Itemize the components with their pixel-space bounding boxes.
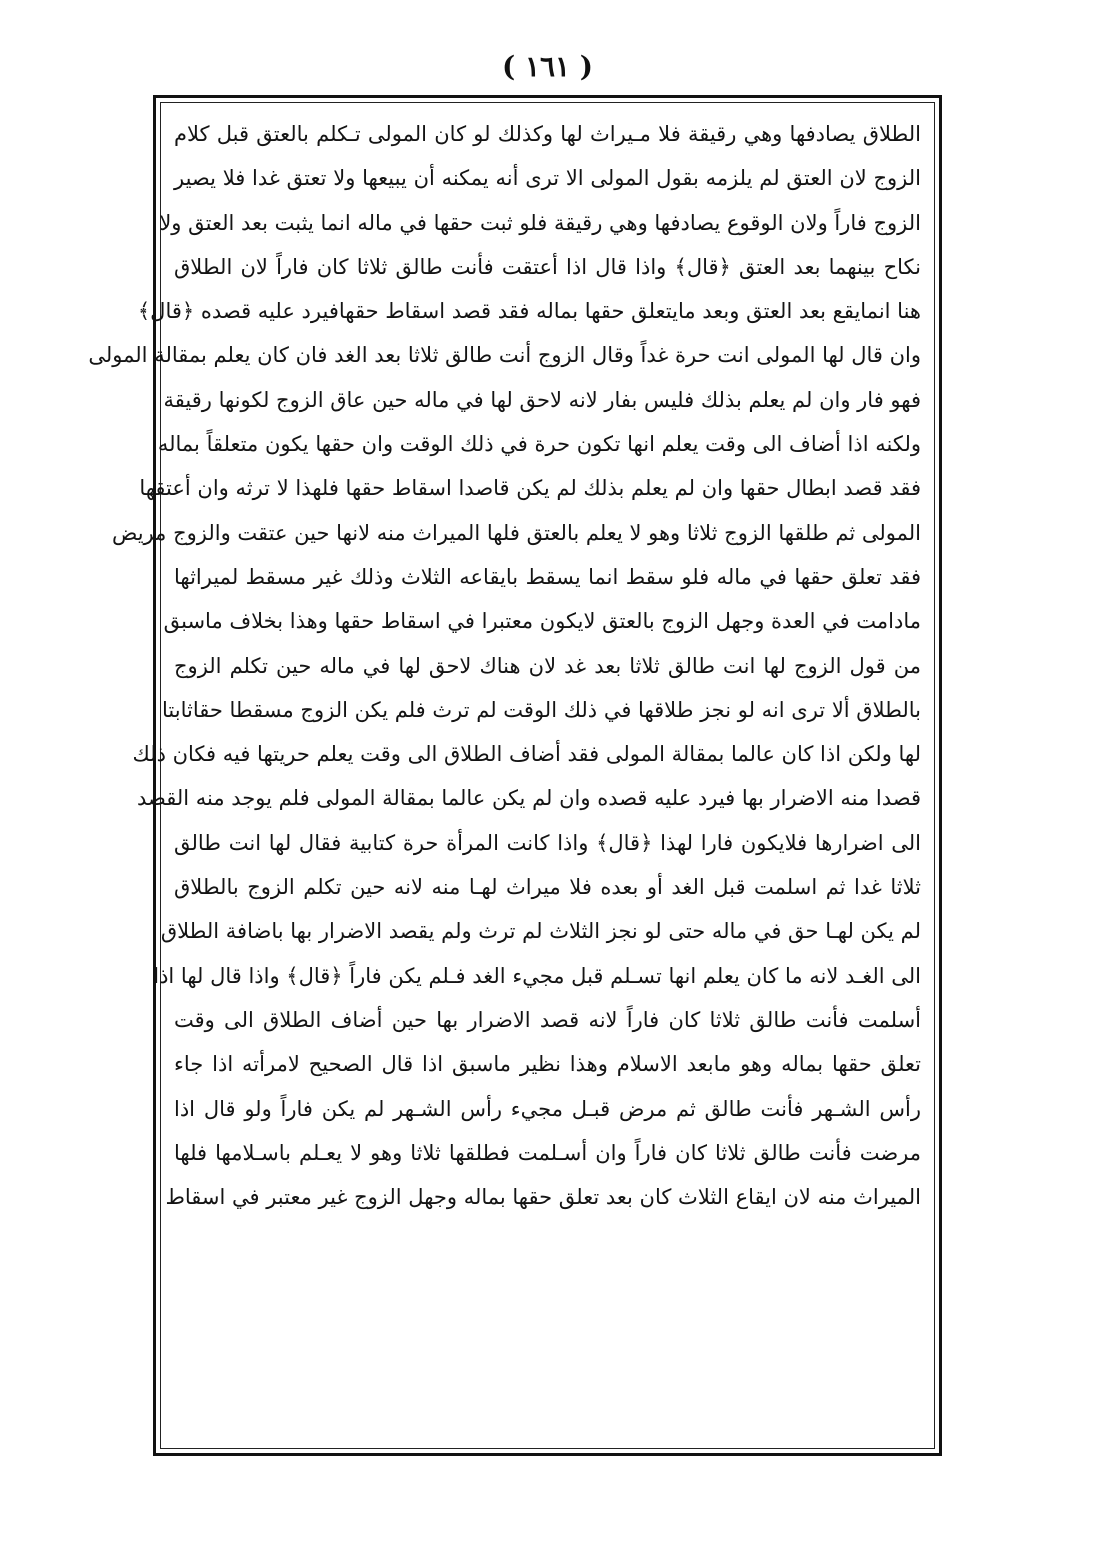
text-line: لها ولكن اذا كان عالما بمقالة المولى فقد أضاف الطلاق الى وقت يعلم حريتها فيه فكان ذلك [132,742,921,767]
page-number: ( ١٦١ ) [501,50,594,83]
text-line: أسلمت فأنت طالق ثلاثا كان فاراً لانه قصد الاضرار بها حين أضاف الطلاق الى وقت [174,1007,921,1032]
body-text [88,112,921,1442]
text-line: فهو فار وان لم يعلم بذلك فليس بفار لانه لاحق لها في ماله حين عاق الزوج لكونها رقيقة [163,387,921,412]
text-line: فقد تعلق حقها في ماله فلو سقط انما يسقط بايقاعه الثلاث وذلك غير مسقط لميراثها [174,564,921,589]
text-line: لم يكن لهـا حق في ماله حتى لو نجز الثلاث لم ترث ولم يقصد الاضرار بها باضافة الطلاق [160,919,921,944]
text-line: الى الغـد لانه ما كان يعلم انها تسـلم قبل مجيء الغد فـلم يكن فاراً ﴿قال﴾ واذا قال لها اذا [153,963,921,988]
text-line: بالطلاق ألا ترى انه لو نجز طلاقها في ذلك الوقت لم ترث فلم يكن الزوج مسقطا حقاثابتا [162,697,921,722]
text-line: قصدا منه الاضرار بها فيرد عليه قصده وان لم يكن عالما بمقالة المولى فلم يوجد منه القصد [136,786,921,811]
text-line: ثلاثا غدا ثم اسلمت قبل الغد أو بعده فلا ميراث لهـا منه لانه حين تكلم الزوج بالطلاق [174,875,921,900]
text-line: رأس الشـهر فأنت طالق ثم مرض قبـل مجيء رأس الشـهر لم يكن فاراً ولو قال اذا [174,1096,921,1121]
text-line: وان قال لها المولى انت حرة غداً وقال الزوج أنت طالق ثلاثا بعد الغد فان كان يعلم بمقالة المولى [88,343,921,368]
text-line: نكاح بينهما بعد العتق ﴿قال﴾ واذا قال اذا أعتقت فأنت طالق ثلاثا كان فاراً لان الطلاق [174,254,921,279]
text-line: ولكنه اذا أضاف الى وقت يعلم انها تكون حرة في ذلك الوقت وان حقها يكون متعلقاً بماله [157,432,921,457]
text-line: هنا انمايقع بعد العتق وبعد مايتعلق حقها بماله فقد قصد اسقاط حقهافيرد عليه قصده ﴿قال﴾ [137,299,921,324]
text-line: فقد قصد ابطال حقها وان لم يعلم بذلك لم يكن قاصدا اسقاط حقها فلهذا لا ترثه وان أعتقها [139,476,921,501]
text-line: الميراث منه لان ايقاع الثلاث كان بعد تعلق حقها بماله وجهل الزوج غير معتبر في اسقاط [165,1185,921,1210]
text-line: الى اضرارها فلايكون فارا لهذا ﴿قال﴾ واذا كانت المرأة حرة كتابية فقال لها انت طالق [174,830,921,855]
text-line: من قول الزوج لها انت طالق ثلاثا بعد غد لان هناك لاحق لها في ماله حين تكلم الزوج [174,653,921,678]
text-line: تعلق حقها بماله وهو مابعد الاسلام وهذا نظير ماسبق اذا قال الصحيح لامرأته اذا جاء [174,1052,921,1077]
text-line: المولى ثم طلقها الزوج ثلاثا وهو لا يعلم بالعتق فلها الميراث منه لانها حين عتقت والزوج مريض [111,520,921,545]
text-line: مرضت فأنت طالق ثلاثا كان فاراً وان أسـلمت فطلقها ثلاثا وهو لا يعـلم باسـلامها فلها [174,1140,921,1165]
text-line: مادامت في العدة وجهل الزوج بالعتق لايكون معتبرا في اسقاط حقها وهذا بخلاف ماسبق [163,609,921,634]
text-line: الطلاق يصادفها وهي رقيقة فلا مـيراث لها وكذلك لو كان المولى تـكلم بالعتق قبل كلام [174,122,921,146]
text-line: الزوج فاراً ولان الوقوع يصادفها وهي رقيقة فلو ثبت حقها في ماله انما يثبت بعد العتق ولا [159,210,921,235]
text-line: الزوج لان العتق لم يلزمه بقول المولى الا ترى أنه يمكنه أن يبيعها ولا تعتق غدا فلا يصير [174,166,921,191]
